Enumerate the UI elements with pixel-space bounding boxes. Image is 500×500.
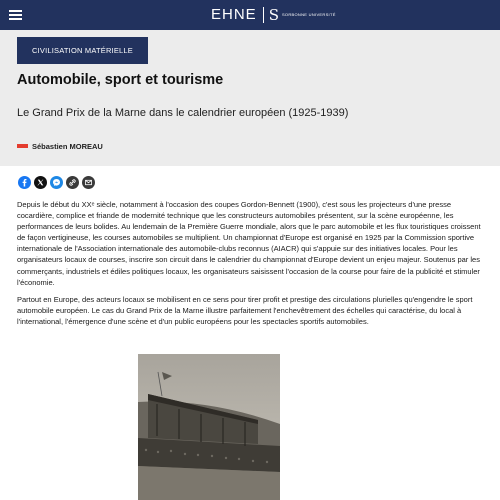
logo-subtitle: SORBONNE UNIVERSITÉ: [281, 12, 336, 17]
logo-divider: [263, 7, 264, 23]
share-buttons: [18, 176, 98, 189]
author-line: [17, 141, 103, 151]
page-title: Automobile, sport et tourisme: [17, 72, 224, 88]
hamburger-menu-icon[interactable]: [9, 10, 22, 20]
email-icon[interactable]: [82, 176, 95, 189]
author-accent-bar: [17, 144, 28, 148]
article-paragraph-2: Partout en Europe, des acteurs locaux se mobilisent en ce sens pour tirer profit et prestige des circulations plurielles qu'engendre le sport automobile européen. Le cas du Grand Prix de la Marne illustre parfaitement l'enchevêtrement des échelles qui caractérise, du local à l'international, l'émergence d'une scène et d'un public européens pour les spectacles sportifs automobiles.: [17, 295, 473, 327]
top-navigation-bar: [0, 0, 500, 30]
sorbonne-s-icon: S: [268, 6, 279, 24]
author-name-link[interactable]: Sébastien MOREAU: [32, 141, 103, 151]
category-badge[interactable]: CIVILISATION MATÉRIELLE: [17, 37, 148, 64]
link-icon[interactable]: [66, 176, 79, 189]
logo-text: EHNE: [211, 6, 257, 23]
x-twitter-icon[interactable]: [34, 176, 47, 189]
page-subtitle: Le Grand Prix de la Marne dans le calendrier européen (1925-1939): [17, 107, 349, 119]
grandstand-photo: [138, 354, 280, 500]
article-paragraph-1: Depuis le début du XXᵉ siècle, notamment à l'occasion des coupes Gordon-Bennett (1900), c'est sous les projecteurs d'une presse cocardière, complice et friande de modernité technique que les constructeurs automobiles présentent, sur la scène européenne, les performances de leurs bolides. Au lendemain de la Première Guerre mondiale, alors que le parc automobile et les flux touristiques croissent de façon vertigineuse, les courses automobiles se multiplient. Un championnat d'Europe est organisé en 1925 par la Commission sportive internationale de l'Association internationale des automobile-clubs reconnus (AIACR) qui s'appuie sur des initiatives locales. Pour les organisateurs locaux de courses, inscrire son circuit dans le calendrier du championnat d'Europe devient un enjeu majeur. Soutenus par les commerçants, industriels et édiles politiques locaux, les organisateurs saisissent l'occasion de la course pour faire de la publicité et stimuler l'économie.: [17, 200, 481, 287]
facebook-icon[interactable]: [18, 176, 31, 189]
messenger-icon[interactable]: [50, 176, 63, 189]
site-logo[interactable]: [211, 5, 336, 25]
